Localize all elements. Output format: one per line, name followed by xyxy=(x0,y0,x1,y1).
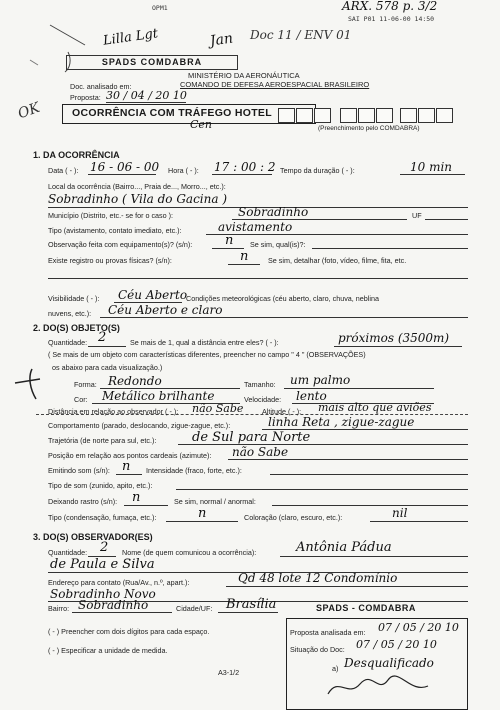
distancia-label: Se mais de 1, qual a distância entre eles? ( - ): xyxy=(130,338,279,347)
section2-title: 2. DO(S) OBJETO(S) xyxy=(33,323,120,333)
code-cell[interactable] xyxy=(314,108,331,123)
fax-header-line: SAI P01 11-06-00 14:50 xyxy=(348,15,435,23)
cor-value: Metálico brilhante xyxy=(102,389,215,403)
bairro-label: Bairro: xyxy=(48,604,70,613)
data-label: Data ( - ): xyxy=(48,166,79,175)
code-cell[interactable] xyxy=(376,108,393,123)
se-sim-label: Se sim, qual(is)?: xyxy=(250,240,306,249)
nome-label: Nome (de quem comunicou a ocorrência): xyxy=(122,548,257,557)
ok-mark: OK xyxy=(15,99,43,123)
nuvens-label: nuvens, etc.): xyxy=(48,309,92,318)
rastro-sim-label: Se sim, normal / anormal: xyxy=(174,497,256,506)
local-value: Sobradinho ( Vila do Gacina ) xyxy=(48,192,228,206)
trajetoria-value: de Sul para Norte xyxy=(192,430,311,445)
quantidade-value: 2 xyxy=(98,330,107,345)
nome-value-continued: de Paula e Silva xyxy=(50,557,155,572)
condicoes-label: Condições meteorológicas (céu aberto, claro, chuva, neblina xyxy=(186,294,379,303)
data-value: 16 - 06 - 00 xyxy=(90,160,160,174)
code-cell[interactable] xyxy=(340,108,357,123)
note-fill-each: os abaixo para cada visualização.) xyxy=(52,363,163,372)
local-label: Local da ocorrência (Bairro..., Praia de..., Morro..., etc.): xyxy=(48,182,226,191)
obs-equip-value: n xyxy=(225,233,234,248)
situacao-label: Situação do Doc: xyxy=(290,645,345,654)
obs-equip-label: Observação feita com equipamento(s)? (s/n): xyxy=(48,240,193,249)
handwritten-doc-reference: Doc 11 / ENV 01 xyxy=(250,28,352,42)
code-cell[interactable] xyxy=(400,108,417,123)
proposta-value: 30 / 04 / 20 10 xyxy=(106,89,187,102)
altitude-label: Altitude ( - ): xyxy=(262,407,302,416)
registro-detail-label: Se sim, detalhar (foto, vídeo, filme, fita, etc. xyxy=(268,256,407,265)
stamp-comdabra: SPADS - COMDABRA xyxy=(316,603,416,613)
hora-label: Hora ( - ): xyxy=(168,166,199,175)
tempo-label: Tempo da duração ( - ): xyxy=(280,166,355,175)
code-cell[interactable] xyxy=(296,108,313,123)
signature-top: Jan xyxy=(208,30,234,50)
nuvens-value: Céu Aberto e claro xyxy=(108,303,223,317)
tipo-cond-label: Tipo (condensação, fumaça, etc.): xyxy=(48,513,157,522)
code-cell[interactable] xyxy=(358,108,375,123)
org-name: COMANDO DE DEFESA AEROESPACIAL BRASILEIRO xyxy=(180,80,370,89)
uf-label: UF xyxy=(412,211,422,220)
velocidade-label: Velocidade: xyxy=(244,395,282,404)
trajetoria-label: Trajetória (de norte para sul, etc.): xyxy=(48,436,157,445)
code-cell[interactable] xyxy=(278,108,295,123)
tamanho-value: um palmo xyxy=(290,373,351,387)
rubrica-signature-icon xyxy=(318,672,438,702)
som-label: Emitindo som (s/n): xyxy=(48,466,110,475)
comportamento-label: Comportamento (parado, deslocando, zigue-zague, etc.): xyxy=(48,421,231,430)
endereco-label: Endereço para contato (Rua/Av., n.º, apart.): xyxy=(48,578,190,587)
coloracao-value: nil xyxy=(392,506,408,520)
visibilidade-label: Visibilidade ( - ): xyxy=(48,294,100,303)
posicao-label: Posição em relação aos pontos cardeais (azimute): xyxy=(48,451,212,460)
municipio-value: Sobradinho xyxy=(238,205,309,219)
municipio-label: Município (Distrito, etc.- se for o caso ): xyxy=(48,211,174,220)
tipo-value: avistamento xyxy=(218,220,293,234)
rubrica-label: a) xyxy=(332,664,339,673)
comportamento-value: linha Reta , zigue-zague xyxy=(268,415,415,429)
quantidade-label: Quantidade: xyxy=(48,338,88,347)
fill-note: (Preenchimento pelo COMDABRA) xyxy=(318,125,420,132)
cor-label: Cor: xyxy=(74,395,88,404)
proposta-label: Proposta: xyxy=(70,93,101,102)
header-scribble: Lilla Lgt xyxy=(102,26,159,49)
note-multiple-objects: ( Se mais de um objeto com características diferentes, preencher no campo " 4 " (OBSERVAÇÕES) xyxy=(48,350,366,359)
visibilidade-value: Céu Aberto xyxy=(118,288,188,302)
footer-note-digits: ( - ) Preencher com dois dígitos para cada espaço. xyxy=(48,627,210,636)
endereco-value: Qd 48 lote 12 Condomínio xyxy=(238,571,398,585)
distancia-obs-label: Distância em relação ao observador ( - ): xyxy=(48,407,179,416)
form-code: OPM1 xyxy=(152,4,168,12)
tipo-som-label: Tipo de som (zunido, apito, etc.): xyxy=(48,481,153,490)
bairro-value: Sobradinho xyxy=(78,598,149,612)
footer-note-units: ( - ) Especificar a unidade de medida. xyxy=(48,646,168,655)
registro-value: n xyxy=(240,249,249,264)
tempo-value: 10 min xyxy=(410,160,453,174)
section1-title: 1. DA OCORRÊNCIA xyxy=(33,150,120,160)
archive-reference: ARX. 578 p. 3/2 xyxy=(342,0,438,13)
cidade-label: Cidade/UF: xyxy=(176,604,213,613)
page-number: A3-1/2 xyxy=(218,668,240,677)
section3-title: 3. DO(S) OBSERVADOR(ES) xyxy=(33,532,153,542)
altitude-value: mais alto que aviões xyxy=(318,401,432,414)
stamp-spads-comdabra: SPADS COMDABRA xyxy=(66,55,238,70)
distancia-value: próximos (3500m) xyxy=(338,331,450,345)
rastro-value: n xyxy=(132,490,141,505)
nome-value: Antônia Pádua xyxy=(296,540,392,555)
som-value: n xyxy=(122,459,131,474)
forma-value: Redondo xyxy=(108,374,162,388)
distancia-obs-value: não Sabe xyxy=(192,402,244,415)
observer-quantidade-value: 2 xyxy=(100,540,109,555)
proposta-analisada-value: 07 / 05 / 20 10 xyxy=(378,621,459,634)
code-cell[interactable] xyxy=(418,108,435,123)
hora-value: 17 : 00 : 2 xyxy=(214,160,276,174)
arrow-mark-icon xyxy=(10,365,55,405)
header-signature: Cen xyxy=(190,118,213,131)
tipo-cond-value: n xyxy=(198,506,207,521)
intensidade-label: Intensidade (fraco, forte, etc.): xyxy=(146,466,242,475)
rastro-label: Deixando rastro (s/n): xyxy=(48,497,118,506)
velocidade-value: lento xyxy=(296,389,327,403)
situacao-value: 07 / 05 / 20 10 xyxy=(356,638,437,651)
tamanho-label: Tamanho: xyxy=(244,380,276,389)
form-title: OCORRÊNCIA COM TRÁFEGO HOTEL xyxy=(72,107,272,119)
posicao-value: não Sabe xyxy=(232,445,289,459)
rubrica-value: Desqualificado xyxy=(344,656,434,670)
ministry-name: MINISTÉRIO DA AERONÁUTICA xyxy=(188,71,300,80)
forma-label: Forma: xyxy=(74,380,97,389)
tipo-label: Tipo (avistamento, contato imediato, etc.): xyxy=(48,226,182,235)
doc-analysed-label: Doc. analisado em: xyxy=(70,82,132,91)
endereco-value-continued: Sobradinho Novo xyxy=(50,587,156,601)
observer-quantidade-label: Quantidade: xyxy=(48,548,88,557)
code-cell[interactable] xyxy=(436,108,453,123)
registro-label: Existe registro ou provas físicas? (s/n): xyxy=(48,256,172,265)
proposta-analisada-label: Proposta analisada em: xyxy=(290,628,366,637)
cidade-value: Brasília xyxy=(226,597,277,612)
coloracao-label: Coloração (claro, escuro, etc.): xyxy=(244,513,343,522)
